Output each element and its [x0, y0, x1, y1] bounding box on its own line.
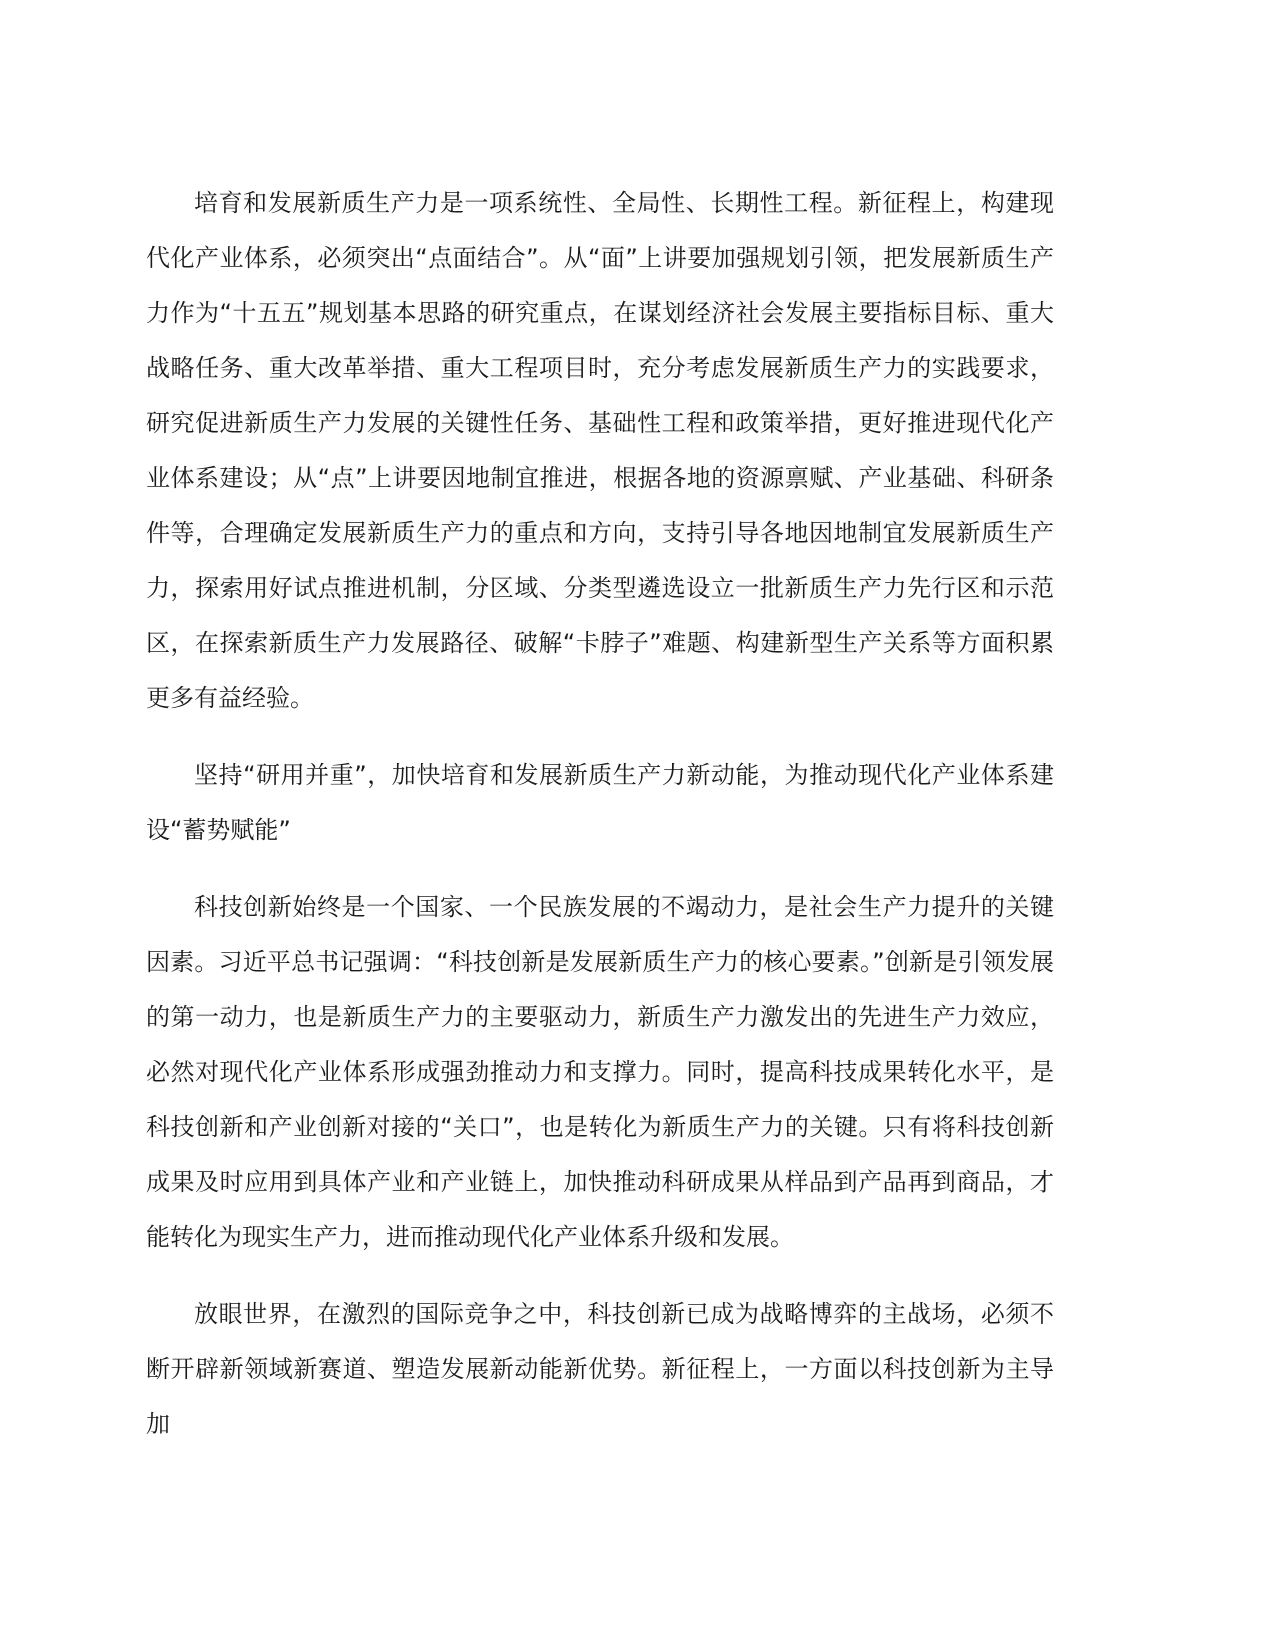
paragraph-innovation: 科技创新始终是一个国家、一个民族发展的不竭动力，是社会生产力提升的关键因素。习近平总书记强调：“科技创新是发展新质生产力的核心要素。”创新是引领发展的第一动力，也是新质生产力的主要驱动力，新质生产力激发出的先进生产力效应，必然对现代化产业体系形成强劲推动力和支撑力。同时，提高科技成果转化水平，是科技创新和产业创新对接的“关口”，也是转化为新质生产力的关键。只有将科技创新成果及时应用到具体产业和产业链上，加快推动科研成果从样品到产品再到商品，才能转化为现实生产力，进而推动现代化产业体系升级和发展。: [146, 893, 1054, 1251]
document-body: [146, 176, 1054, 1474]
section-heading: 坚持“研用并重”，加快培育和发展新质生产力新动能，为推动现代化产业体系建设“蓄势赋能”: [146, 761, 1054, 844]
paragraph-global: 放眼世界，在激烈的国际竞争之中，科技创新已成为战略博弈的主战场，必须不断开辟新领域新赛道、塑造发展新动能新优势。新征程上，一方面以科技创新为主导加: [146, 1300, 1054, 1438]
paragraph-planning: 培育和发展新质生产力是一项系统性、全局性、长期性工程。新征程上，构建现代化产业体系，必须突出“点面结合”。从“面”上讲要加强规划引领，把发展新质生产力作为“十五五”规划基本思路的研究重点，在谋划经济社会发展主要指标目标、重大战略任务、重大改革举措、重大工程项目时，充分考虑发展新质生产力的实践要求，研究促进新质生产力发展的关键性任务、基础性工程和政策举措，更好推进现代化产业体系建设；从“点”上讲要因地制宜推进，根据各地的资源禀赋、产业基础、科研条件等，合理确定发展新质生产力的重点和方向，支持引导各地因地制宜发展新质生产力，探索用好试点推进机制，分区域、分类型遴选设立一批新质生产力先行区和示范区，在探索新质生产力发展路径、破解“卡脖子”难题、构建新型生产关系等方面积累更多有益经验。: [146, 189, 1054, 712]
